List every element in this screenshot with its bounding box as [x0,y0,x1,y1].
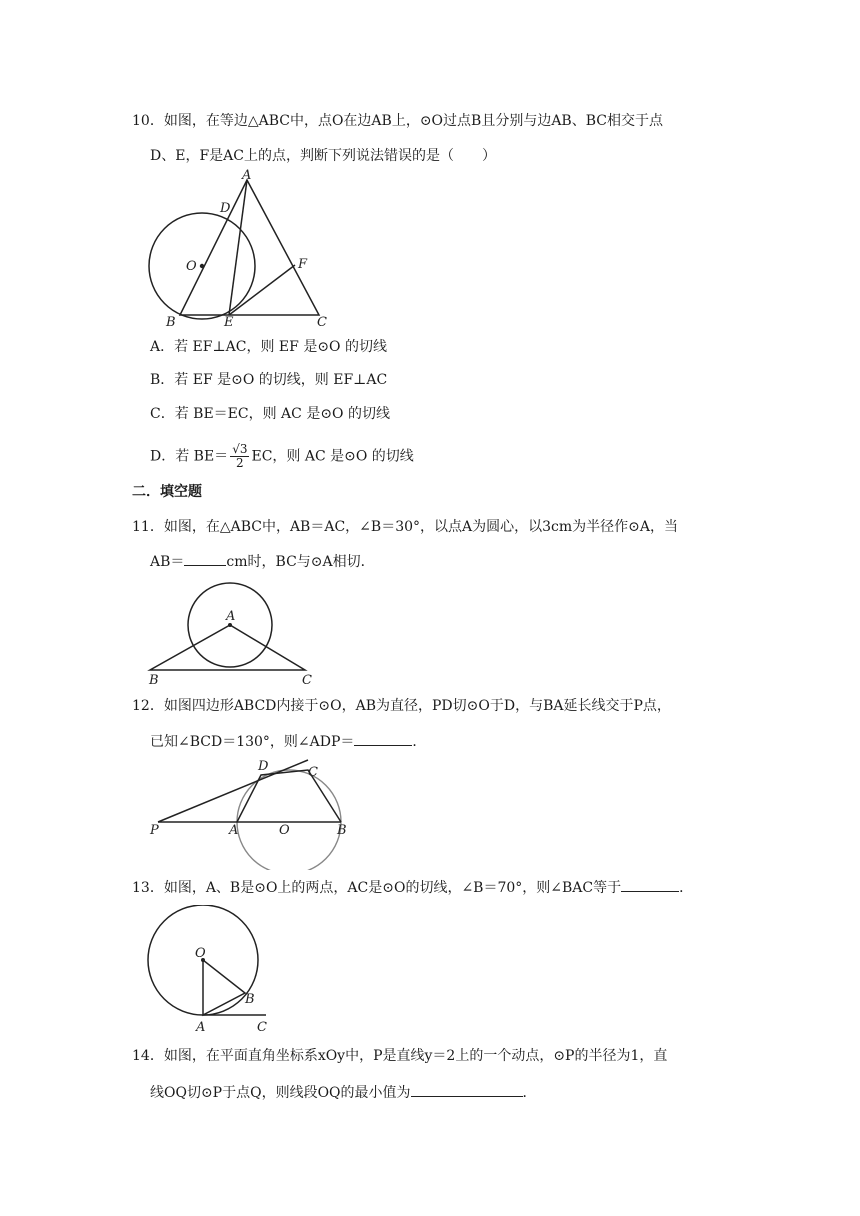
q10-segment-ef [229,265,295,315]
q12-label-b: B [337,823,347,838]
q10-label-d: D [220,201,231,216]
q12-line2 [150,731,426,752]
q12-quad-abcd [237,770,341,822]
q11-figure [140,578,320,690]
answer-blank [621,877,679,892]
q10-option-d-suffix: EC，则 AC 是⊙O 的切线 [251,448,414,465]
q12-label-o: O [279,823,290,838]
q10-triangle-abc [180,180,319,315]
q10-figure [138,168,338,330]
q13-line1 [132,877,693,898]
q13-figure [140,905,280,1037]
q12-label-c: C [308,765,318,780]
q12-label-a: A [229,823,239,838]
q13-label-a: A [196,1020,206,1035]
q12-line2-suffix: ． [412,734,427,750]
frac-numerator: √3 [232,442,248,456]
q10-label-a: A [242,168,252,183]
frac-denominator: 2 [236,456,244,470]
section-title: 二．填空题 [132,484,202,500]
q10-label-b: B [166,315,176,330]
q10-option-b: B．若 EF 是⊙O 的切线，则 EF⊥AC [150,372,388,388]
q12-label-p: P [150,823,159,838]
q11-line1: 11．如图，在△ABC中，AB＝AC，∠B＝30°，以点A为圆心，以3cm为半径作⊙A，当 [132,519,678,535]
q11-triangle-abc [150,625,305,670]
answer-blank [184,551,226,566]
q14-line2 [150,1082,537,1103]
q11-label-a: A [226,609,236,624]
q13-line1-prefix: 13．如图，A、B是⊙O上的两点，AC是⊙O的切线，∠B＝70°，则∠BAC等于 [132,880,622,896]
answer-blank [354,731,412,746]
q10-option-d-fraction [230,443,249,470]
q11-line2-suffix: cm时，BC与⊙A相切． [226,554,375,570]
answer-blank [411,1082,523,1097]
q10-line2: D、E，F是AC上的点，判断下列说法错误的是（ ） [150,148,496,164]
q10-label-c: C [317,315,327,330]
q13-label-b: B [245,992,255,1007]
q11-line2-prefix: AB＝ [150,554,185,570]
q11-line2 [150,551,375,572]
q13-triangle-oab [203,960,245,1015]
q12-circle-o [237,770,341,870]
q10-point-o [200,264,204,268]
q12-figure [140,752,360,870]
q10-label-f: F [298,257,308,272]
q14-line1: 14．如图，在平面直角坐标系xOy中，P是直线y＝2上的一个动点，⊙P的半径为1，直 [132,1048,668,1064]
q14-line2-prefix: 线OQ切⊙P于点Q，则线段OQ的最小值为 [150,1085,411,1101]
q10-segment-ae [229,180,247,315]
q13-label-o: O [195,946,206,961]
q10-option-a: A．若 EF⊥AC，则 EF 是⊙O 的切线 [150,339,387,355]
q10-line1: 10．如图，在等边△ABC中，点O在边AB上，⊙O过点B且分别与边AB、BC相交于点 [132,113,663,129]
q12-tangent-pd [158,760,308,822]
q11-label-b: B [149,673,159,688]
q10-option-c: C．若 BE＝EC，则 AC 是⊙O 的切线 [150,406,390,422]
q12-line2-prefix: 已知∠BCD＝130°，则∠ADP＝ [150,734,355,750]
q13-label-c: C [257,1020,267,1035]
q13-line1-suffix: ． [679,880,694,896]
q14-line2-suffix: ． [522,1085,537,1101]
q10-label-e: E [224,315,234,330]
q10-option-d-prefix: D．若 BE＝ [150,448,229,465]
q12-line1: 12．如图四边形ABCD内接于⊙O，AB为直径，PD切⊙O于D，与BA延长线交于P点， [132,698,671,714]
q10-option-d [150,443,414,470]
q11-label-c: C [302,673,312,688]
q10-label-o: O [186,259,197,274]
q12-label-d: D [258,759,269,774]
